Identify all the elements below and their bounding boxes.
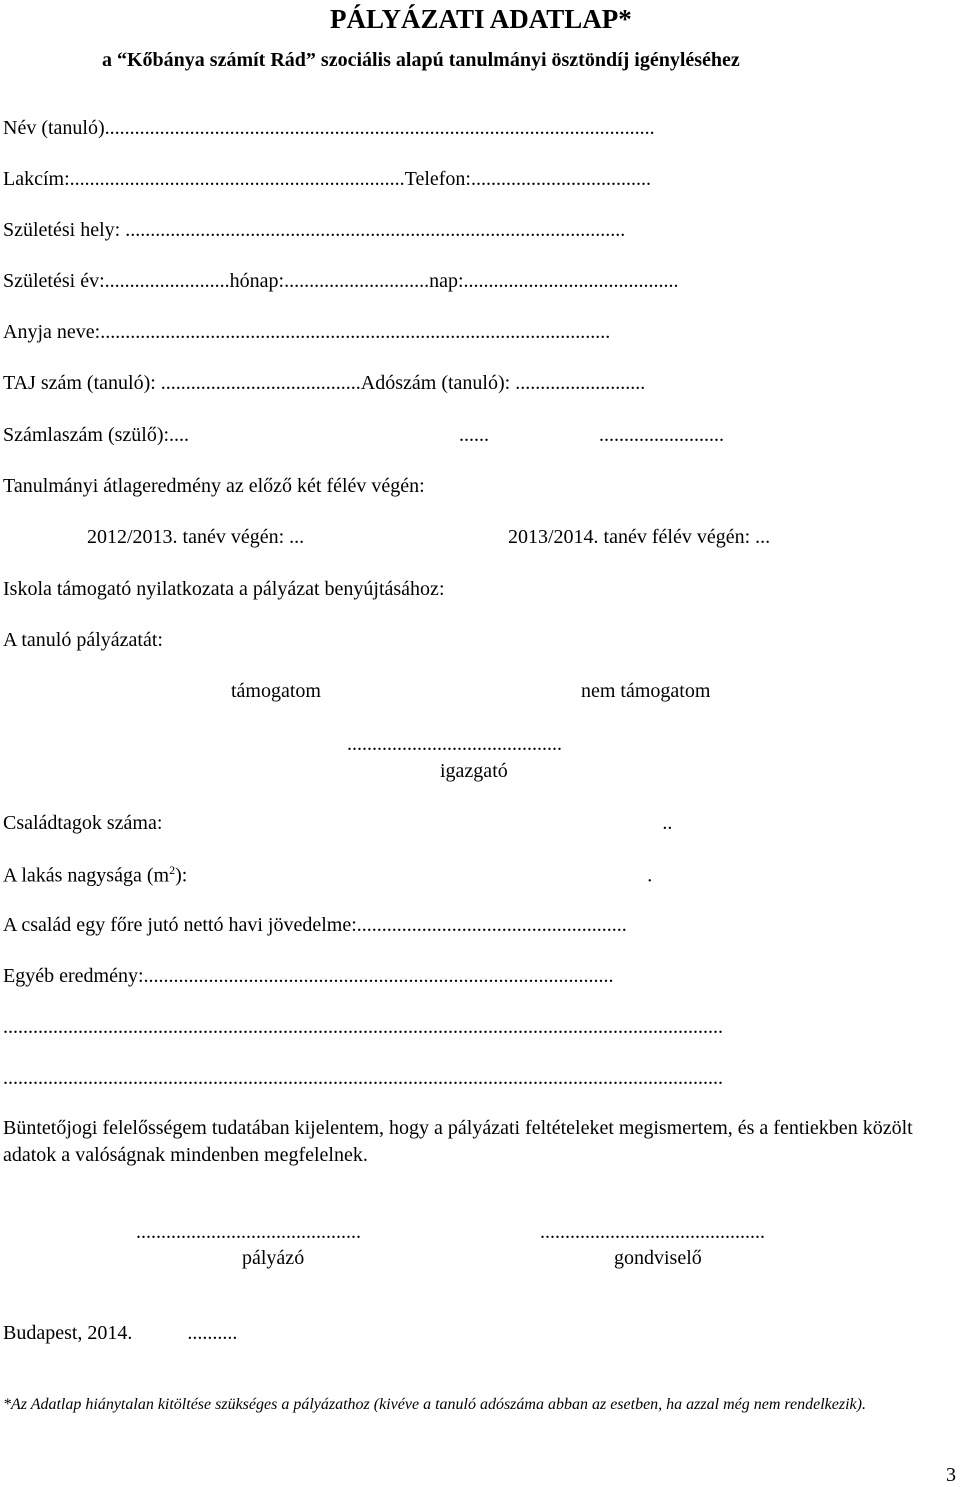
field-szuletesi-ev: Születési év:.........................hónap:.............................nap:........................................... — [3, 270, 679, 292]
iskola-heading: Iskola támogató nyilatkozata a pályázat benyújtásához: — [3, 578, 445, 600]
option-tamogatom: támogatom — [231, 680, 321, 702]
date-line: Budapest, 2014. .......... — [3, 1322, 238, 1344]
field-egyeb: Egyéb eredmény:.............................................................................................. — [3, 965, 614, 987]
dots-line-2: ................................................................................................................................................ — [3, 1067, 723, 1089]
page-number: 3 — [946, 1464, 956, 1486]
lakas-suffix: ): . — [175, 864, 653, 887]
tanev-2012: 2012/2013. tanév végén: ... — [87, 526, 305, 548]
atlag-heading: Tanulmányi átlageredmény az előző két félév végén: — [3, 475, 425, 497]
footnote: *Az Adatlap hiánytalan kitöltése szükséges a pályázathoz (kivéve a tanuló adószáma abban az esetben, ha azzal még nem rendelkezik). — [3, 1396, 866, 1413]
field-lakcim: Lakcím:...................................................................Telefon:.................................... — [3, 168, 651, 190]
field-szuletesi-hely: Születési hely: .................................................................................................... — [3, 219, 626, 241]
option-nem-tamogatom: nem támogatom — [581, 680, 711, 702]
lakas-sup: 2 — [169, 863, 176, 877]
field-szamlaszam: Számlaszám (szülő):.... ...... ......................... — [3, 424, 725, 446]
page-subtitle: a “Kőbánya számít Rád” szociális alapú tanulmányi ösztöndíj igényléséhez — [102, 49, 740, 71]
igazgato-signature-line: ........................................... — [347, 733, 562, 755]
field-jovedelem: A család egy főre jutó nettó havi jövedelme:...................................................... — [3, 914, 627, 936]
tanulo-palyazat: A tanuló pályázatát: — [3, 629, 163, 651]
palyazo-label: pályázó — [242, 1247, 305, 1269]
tanev-2013: 2013/2014. tanév félév végén: ... — [508, 526, 771, 548]
gondviselo-label: gondviselő — [614, 1247, 702, 1269]
igazgato-label: igazgató — [440, 760, 508, 782]
page-title: PÁLYÁZATI ADATLAP* — [330, 4, 632, 34]
dots-line-1: ................................................................................................................................................ — [3, 1016, 723, 1038]
field-csaladtagok: Családtagok száma: .. — [3, 812, 673, 834]
field-lakas — [3, 863, 652, 888]
palyazo-signature-line: ............................................. — [136, 1221, 361, 1243]
field-nev: Név (tanuló).............................................................................................................. — [3, 117, 655, 139]
field-taj: TAJ szám (tanuló): ........................................Adószám (tanuló): .......................... — [3, 372, 646, 394]
lakas-label: A lakás nagysága (m — [3, 864, 170, 887]
gondviselo-signature-line: ............................................. — [540, 1221, 765, 1243]
declaration: Büntetőjogi felelősségem tudatában kijelentem, hogy a pályázati feltételeket megismertem, és a fentiekben közölt adatok a valóságnak mindenben megfelelnek. — [3, 1117, 913, 1166]
field-anyja-neve: Anyja neve:...................................................................................................... — [3, 321, 611, 343]
